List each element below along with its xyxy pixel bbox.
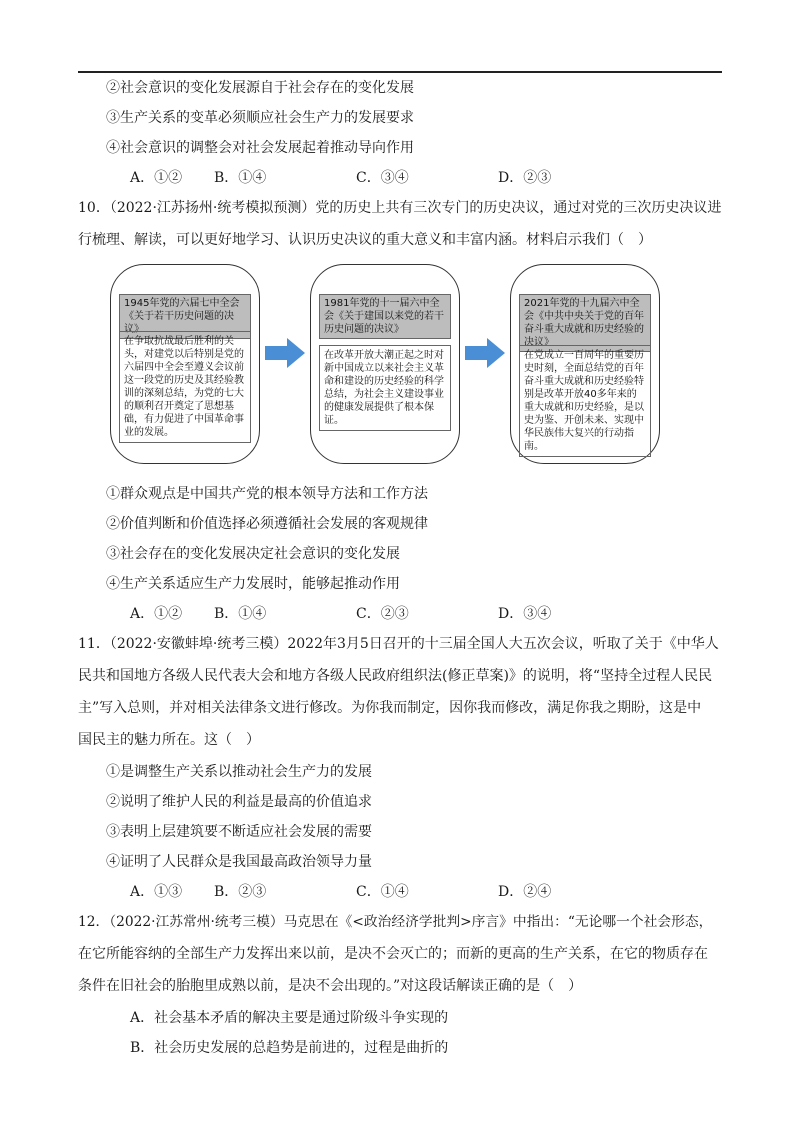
q10-statement-4: ④生产关系适应生产力发展时，能够起推动作用 [106,576,400,592]
q11-option-c[interactable]: C．①④ [356,884,409,900]
q11-stem-line-3: 主”写入总则，并对相关法律条文进行修改。为你我而制定，因你我而修改，满足你我之期盼，这是中 [78,700,702,716]
resolution-card-1981 [310,264,460,464]
q12-stem-line-1: 12．（2022·江苏常州·统考三模）马克思在《<政治经济学批判>序言》中指出：“无论哪一个社会形态， [78,914,713,930]
resolution-2021-title: 2021年党的十九届六中全会《中共中央关于党的百年奋斗重大成就和历史经验的决议》 [519,294,651,352]
q10-option-a[interactable]: A．①② [130,606,183,622]
header-rule [78,71,722,73]
q10-option-c[interactable]: C．②③ [356,606,409,622]
q9-option-b[interactable]: B．①④ [214,170,267,186]
q10-stem-line-1: 10．（2022·江苏扬州·统考模拟预测）党的历史上共有三次专门的历史决议，通过对党的三次历史决议进 [78,200,722,216]
q11-stem-line-4: 国民主的魅力所在。这（ ） [78,732,260,748]
q9-statement-3: ③生产关系的变革必须顺应社会生产力的发展要求 [106,110,414,126]
resolution-1945-title: 1945年党的六届七中全会《关于若干历史问题的决议》 [119,294,251,339]
q11-option-b[interactable]: B．②③ [214,884,267,900]
q9-option-a[interactable]: A．①② [130,170,183,186]
resolution-1981-title: 1981年党的十一届六中全会《关于建国以来党的若干历史问题的决议》 [319,294,451,339]
q12-option-a[interactable]: A．社会基本矛盾的解决主要是通过阶级斗争实现的 [130,1010,449,1026]
q11-statement-3: ③表明上层建筑要不断适应社会发展的需要 [106,824,372,840]
resolution-card-1945 [110,264,260,464]
arrow-right-icon [465,338,507,368]
resolution-card-2021 [510,264,660,464]
q11-stem-line-1: 11．（2022·安徽蚌埠·统考三模）2022年3月5日召开的十三届全国人大五次会议，听取了关于《中华人 [78,636,719,652]
q11-stem-line-2: 民共和国地方各级人民代表大会和地方各级人民政府组织法(修正草案)》的说明，将“坚持全过程人民民 [78,668,713,684]
q11-statement-4: ④证明了人民群众是我国最高政治领导力量 [106,854,372,870]
q11-option-a[interactable]: A．①③ [130,884,183,900]
q10-option-b[interactable]: B．①④ [214,606,267,622]
q10-statement-1: ①群众观点是中国共产党的根本领导方法和工作方法 [106,486,428,502]
q10-stem-line-2: 行梳理、解读，可以更好地学习、认识历史决议的重大意义和丰富内涵。材料启示我们（ ） [78,232,652,248]
q11-statement-2: ②说明了维护人民的利益是最高的价值追求 [106,794,372,810]
q11-statement-1: ①是调整生产关系以推动社会生产力的发展 [106,764,372,780]
q9-option-d[interactable]: D．②③ [498,170,552,186]
q12-stem-line-3: 条件在旧社会的胎胞里成熟以前，是决不会出现的。”对这段话解读正确的是（ ） [78,978,583,994]
q12-stem-line-2: 在它所能容纳的全部生产力发挥出来以前，是决不会灭亡的；而新的更高的生产关系，在它的物质存在 [78,946,708,962]
q9-option-c[interactable]: C．③④ [356,170,409,186]
arrow-right-icon [265,338,307,368]
q9-statement-4: ④社会意识的调整会对社会发展起着推动导向作用 [106,140,414,156]
q12-option-b[interactable]: B．社会历史发展的总趋势是前进的，过程是曲折的 [130,1040,449,1056]
q10-statement-2: ②价值判断和价值选择必须遵循社会发展的客观规律 [106,516,428,532]
resolution-1981-body: 在改革开放大潮正起之时对新中国成立以来社会主义革命和建设的历史经验的科学总结，为社会主义建设事业的健康发展提供了根本保证。 [319,345,451,431]
resolution-1945-body: 在争取抗战最后胜利的关头，对建党以后特别是党的六届四中全会至遵义会议前这一段党的历史及其经验教训的深刻总结，为党的七大的顺利召开奠定了思想基础，有力促进了中国革命事业的发展。 [119,331,251,443]
q9-statement-2: ②社会意识的变化发展源自于社会存在的变化发展 [106,80,414,96]
q11-option-d[interactable]: D．②④ [498,884,552,900]
q10-option-d[interactable]: D．③④ [498,606,552,622]
resolution-2021-body: 在党成立一百周年的重要历史时刻，全面总结党的百年奋斗重大成就和历史经验特别是改革开放40多年来的重大成就和历史经验，是以史为鉴、开创未来、实现中华民族伟大复兴的行动指南。 [519,345,651,457]
q10-statement-3: ③社会存在的变化发展决定社会意识的变化发展 [106,546,400,562]
